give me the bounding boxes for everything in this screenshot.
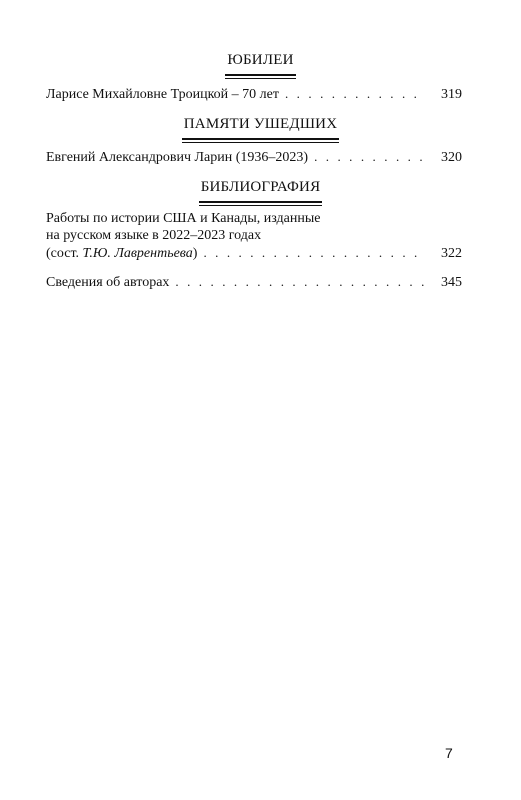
toc-entry-title-line-2 bbox=[46, 227, 462, 244]
toc-entry-title: на русском языке в 2022–2023 годах bbox=[46, 228, 262, 243]
toc-entry-title: Евгений Александрович Ларин (1936–2023) bbox=[46, 150, 309, 165]
compiler-suffix: ) bbox=[192, 246, 198, 261]
toc-entry-about-authors[interactable] bbox=[46, 273, 462, 291]
toc-entry-page: 322 bbox=[441, 246, 462, 261]
dot-leader bbox=[203, 244, 426, 261]
compiler-prefix: (сост. bbox=[46, 246, 83, 261]
toc-entry-troitskaya[interactable] bbox=[46, 85, 462, 103]
dot-leader bbox=[175, 273, 426, 290]
dot-leader bbox=[285, 85, 426, 102]
toc-entry-title: Ларисе Михайловне Троицкой – 70 лет bbox=[46, 87, 279, 102]
section-heading-in-memoriam bbox=[0, 116, 521, 140]
toc-entry-compiler bbox=[46, 245, 197, 262]
section-heading-text: БИБЛИОГРАФИЯ bbox=[199, 179, 323, 203]
section-heading-text: ПАМЯТИ УШЕДШИХ bbox=[182, 116, 340, 140]
section-heading-jubilees bbox=[0, 52, 521, 76]
section-heading-text: ЮБИЛЕИ bbox=[225, 52, 295, 76]
toc-entry-page: 320 bbox=[441, 150, 462, 165]
compiler-name: Т.Ю. Лаврентьева bbox=[82, 246, 193, 261]
dot-leader bbox=[314, 148, 426, 165]
toc-entry-title: Сведения об авторах bbox=[46, 275, 170, 290]
toc-entry-title: Работы по истории США и Канады, изданные bbox=[46, 211, 321, 226]
toc-entry-works-usa-canada[interactable] bbox=[46, 210, 462, 262]
toc-entry-title-line-3 bbox=[46, 244, 462, 262]
section-heading-bibliography bbox=[0, 179, 521, 203]
toc-entry-page: 319 bbox=[441, 87, 462, 102]
toc-entry-page: 345 bbox=[441, 275, 462, 290]
toc-entry-title-line-1 bbox=[46, 210, 462, 227]
toc-entry-larin[interactable] bbox=[46, 148, 462, 166]
page-number: 7 bbox=[445, 745, 453, 761]
